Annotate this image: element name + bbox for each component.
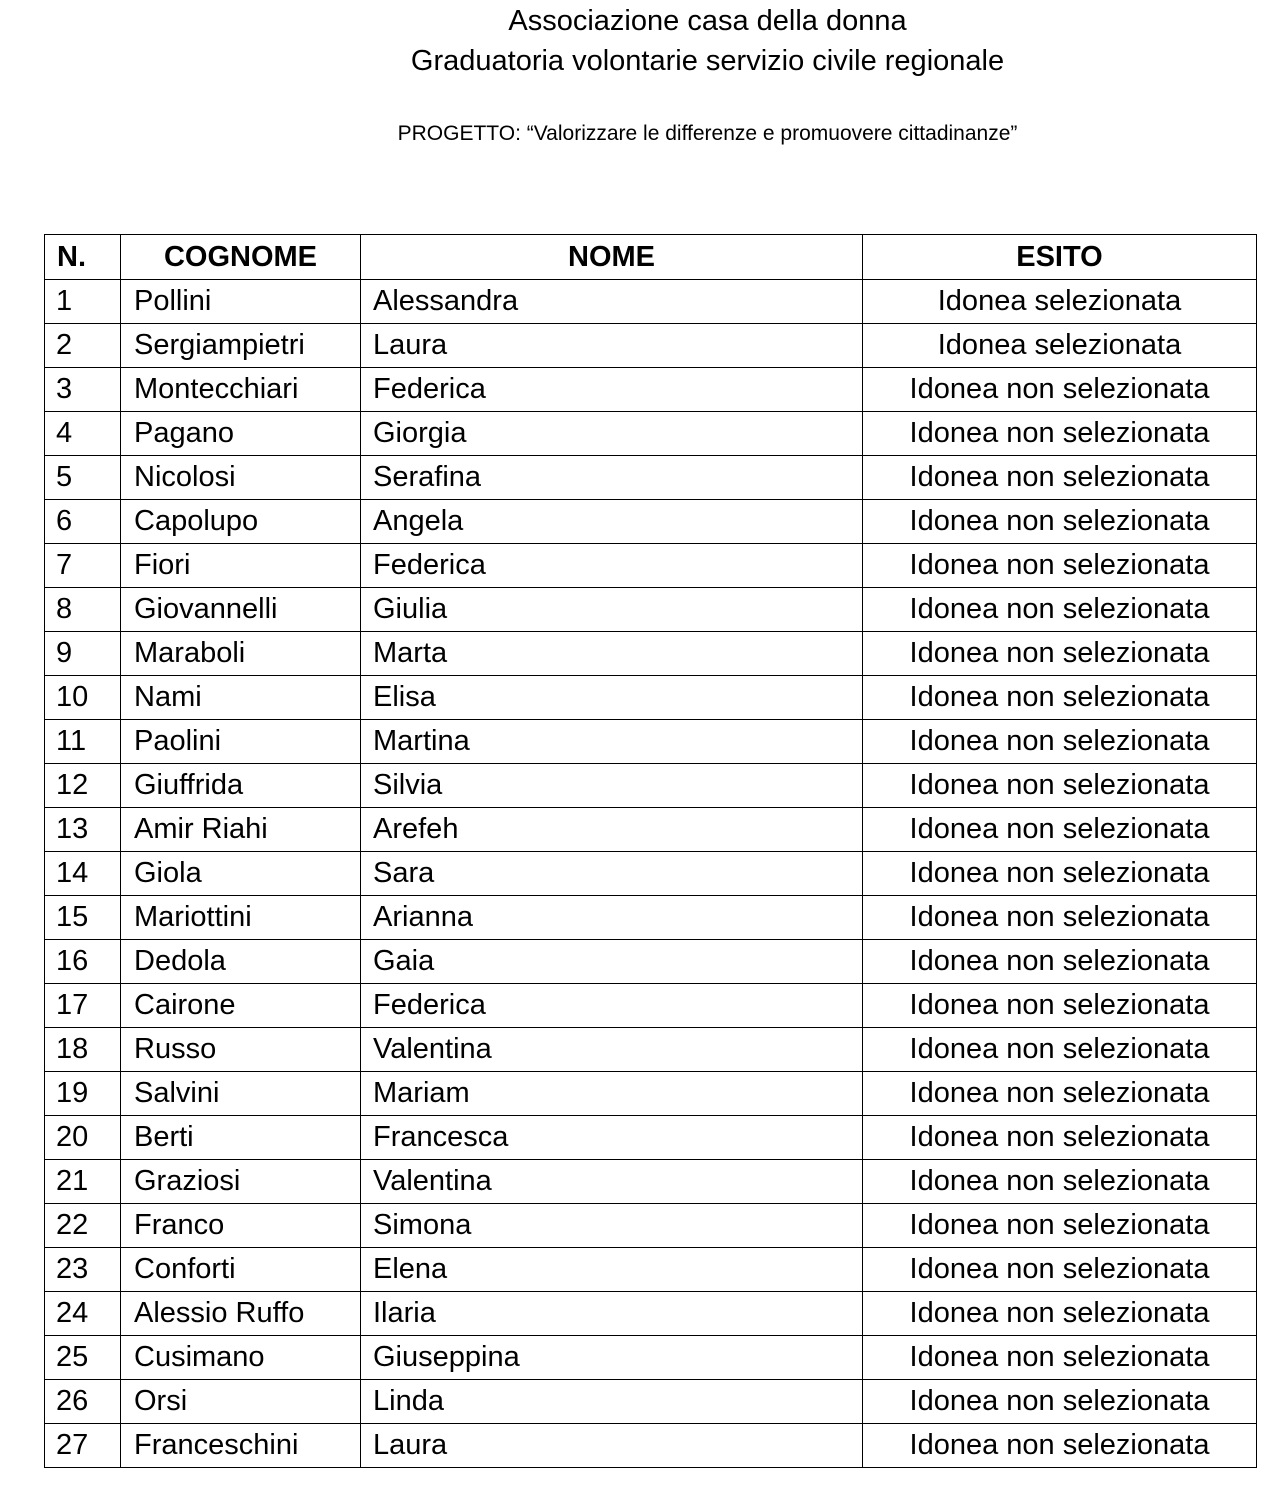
cell-number: 25 (45, 1336, 121, 1380)
cell-nome: Arianna (361, 896, 863, 940)
cell-cognome: Franceschini (121, 1424, 361, 1468)
table-row (45, 1160, 1257, 1204)
cell-number: 7 (45, 544, 121, 588)
cell-esito: Idonea non selezionata (863, 500, 1257, 544)
table-row (45, 984, 1257, 1028)
cell-nome: Sara (361, 852, 863, 896)
cell-nome: Laura (361, 324, 863, 368)
cell-cognome: Paolini (121, 720, 361, 764)
cell-number: 21 (45, 1160, 121, 1204)
cell-number: 11 (45, 720, 121, 764)
cell-esito: Idonea non selezionata (863, 1292, 1257, 1336)
column-header-cognome: COGNOME (121, 235, 361, 280)
cell-esito: Idonea non selezionata (863, 1072, 1257, 1116)
cell-cognome: Pagano (121, 412, 361, 456)
cell-nome: Linda (361, 1380, 863, 1424)
cell-number: 14 (45, 852, 121, 896)
column-header-nome: NOME (361, 235, 863, 280)
cell-esito: Idonea non selezionata (863, 1160, 1257, 1204)
cell-esito: Idonea non selezionata (863, 852, 1257, 896)
cell-esito: Idonea non selezionata (863, 984, 1257, 1028)
cell-esito: Idonea non selezionata (863, 632, 1257, 676)
cell-nome: Elisa (361, 676, 863, 720)
cell-cognome: Montecchiari (121, 368, 361, 412)
cell-number: 1 (45, 280, 121, 324)
cell-esito: Idonea non selezionata (863, 1116, 1257, 1160)
cell-esito: Idonea non selezionata (863, 896, 1257, 940)
cell-number: 26 (45, 1380, 121, 1424)
project-name: PROGETTO: “Valorizzare le differenze e promuovere cittadinanze” (397, 122, 1018, 145)
table-row (45, 368, 1257, 412)
cell-nome: Elena (361, 1248, 863, 1292)
cell-esito: Idonea non selezionata (863, 368, 1257, 412)
table-row (45, 588, 1257, 632)
cell-nome: Serafina (361, 456, 863, 500)
cell-nome: Angela (361, 500, 863, 544)
cell-esito: Idonea selezionata (863, 324, 1257, 368)
cell-cognome: Cairone (121, 984, 361, 1028)
cell-esito: Idonea non selezionata (863, 1336, 1257, 1380)
cell-nome: Mariam (361, 1072, 863, 1116)
table-row (45, 412, 1257, 456)
cell-esito: Idonea non selezionata (863, 456, 1257, 500)
table-row (45, 764, 1257, 808)
table-row (45, 1292, 1257, 1336)
cell-cognome: Capolupo (121, 500, 361, 544)
cell-esito: Idonea non selezionata (863, 764, 1257, 808)
cell-number: 10 (45, 676, 121, 720)
cell-number: 6 (45, 500, 121, 544)
cell-number: 13 (45, 808, 121, 852)
table-row (45, 456, 1257, 500)
cell-number: 27 (45, 1424, 121, 1468)
cell-cognome: Nicolosi (121, 456, 361, 500)
cell-esito: Idonea selezionata (863, 280, 1257, 324)
cell-nome: Laura (361, 1424, 863, 1468)
cell-nome: Alessandra (361, 280, 863, 324)
table-row (45, 280, 1257, 324)
cell-cognome: Dedola (121, 940, 361, 984)
cell-nome: Valentina (361, 1028, 863, 1072)
cell-number: 8 (45, 588, 121, 632)
cell-cognome: Salvini (121, 1072, 361, 1116)
cell-nome: Giulia (361, 588, 863, 632)
cell-cognome: Giola (121, 852, 361, 896)
table-row (45, 852, 1257, 896)
cell-esito: Idonea non selezionata (863, 720, 1257, 764)
cell-cognome: Conforti (121, 1248, 361, 1292)
cell-cognome: Alessio Ruffo (121, 1292, 361, 1336)
cell-esito: Idonea non selezionata (863, 808, 1257, 852)
cell-cognome: Giovannelli (121, 588, 361, 632)
table-row (45, 632, 1257, 676)
table-body (45, 280, 1257, 1468)
cell-number: 19 (45, 1072, 121, 1116)
cell-number: 3 (45, 368, 121, 412)
cell-nome: Gaia (361, 940, 863, 984)
table-row (45, 896, 1257, 940)
table-row (45, 1028, 1257, 1072)
cell-esito: Idonea non selezionata (863, 412, 1257, 456)
cell-number: 23 (45, 1248, 121, 1292)
cell-nome: Silvia (361, 764, 863, 808)
cell-esito: Idonea non selezionata (863, 544, 1257, 588)
cell-nome: Federica (361, 984, 863, 1028)
cell-nome: Simona (361, 1204, 863, 1248)
cell-nome: Federica (361, 544, 863, 588)
document-subtitle: Graduatoria volontarie servizio civile regionale (410, 45, 1005, 77)
cell-nome: Giorgia (361, 412, 863, 456)
table-row (45, 324, 1257, 368)
table-row (45, 1116, 1257, 1160)
table-row (45, 1380, 1257, 1424)
cell-number: 5 (45, 456, 121, 500)
table-row (45, 720, 1257, 764)
cell-number: 16 (45, 940, 121, 984)
cell-cognome: Fiori (121, 544, 361, 588)
cell-number: 18 (45, 1028, 121, 1072)
table-row (45, 500, 1257, 544)
cell-nome: Valentina (361, 1160, 863, 1204)
cell-esito: Idonea non selezionata (863, 940, 1257, 984)
table-row (45, 1424, 1257, 1468)
cell-esito: Idonea non selezionata (863, 1204, 1257, 1248)
cell-nome: Ilaria (361, 1292, 863, 1336)
cell-nome: Federica (361, 368, 863, 412)
cell-nome: Francesca (361, 1116, 863, 1160)
cell-esito: Idonea non selezionata (863, 676, 1257, 720)
cell-cognome: Mariottini (121, 896, 361, 940)
table-row (45, 676, 1257, 720)
cell-number: 20 (45, 1116, 121, 1160)
cell-nome: Marta (361, 632, 863, 676)
cell-nome: Giuseppina (361, 1336, 863, 1380)
cell-esito: Idonea non selezionata (863, 1248, 1257, 1292)
ranking-table (44, 234, 1257, 1468)
column-header-n: N. (45, 235, 121, 280)
cell-cognome: Graziosi (121, 1160, 361, 1204)
cell-cognome: Cusimano (121, 1336, 361, 1380)
cell-number: 9 (45, 632, 121, 676)
cell-nome: Martina (361, 720, 863, 764)
cell-cognome: Nami (121, 676, 361, 720)
table-row (45, 544, 1257, 588)
cell-esito: Idonea non selezionata (863, 1424, 1257, 1468)
cell-cognome: Franco (121, 1204, 361, 1248)
cell-number: 15 (45, 896, 121, 940)
cell-number: 22 (45, 1204, 121, 1248)
cell-cognome: Sergiampietri (121, 324, 361, 368)
table-row (45, 940, 1257, 984)
cell-cognome: Berti (121, 1116, 361, 1160)
table-row (45, 1072, 1257, 1116)
cell-cognome: Maraboli (121, 632, 361, 676)
table-row (45, 1204, 1257, 1248)
column-header-esito: ESITO (863, 235, 1257, 280)
cell-number: 24 (45, 1292, 121, 1336)
cell-cognome: Pollini (121, 280, 361, 324)
cell-esito: Idonea non selezionata (863, 588, 1257, 632)
cell-cognome: Giuffrida (121, 764, 361, 808)
cell-number: 12 (45, 764, 121, 808)
cell-nome: Arefeh (361, 808, 863, 852)
cell-cognome: Orsi (121, 1380, 361, 1424)
cell-esito: Idonea non selezionata (863, 1028, 1257, 1072)
cell-number: 17 (45, 984, 121, 1028)
table-header-row (45, 235, 1257, 280)
table-row (45, 1336, 1257, 1380)
document-title: Associazione casa della donna (508, 5, 907, 37)
cell-esito: Idonea non selezionata (863, 1380, 1257, 1424)
cell-number: 2 (45, 324, 121, 368)
table-row (45, 808, 1257, 852)
table-row (45, 1248, 1257, 1292)
cell-cognome: Amir Riahi (121, 808, 361, 852)
cell-number: 4 (45, 412, 121, 456)
cell-cognome: Russo (121, 1028, 361, 1072)
